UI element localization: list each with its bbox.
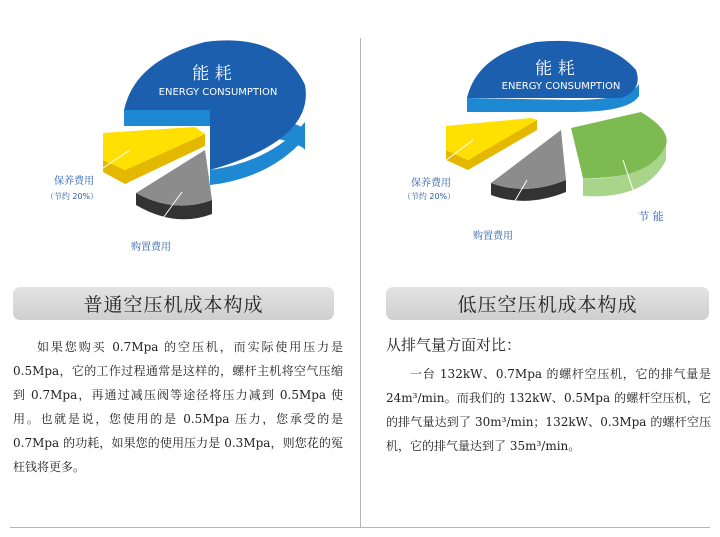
body-paragraph: 如果您购买 0.7Mpa 的空压机，而实际使用压力是0.5Mpa，它的工作过程通常是这样的，螺杆主机将空气压缩到 0.7Mpa，再通过减压阀等途径将压力减到 0.5Mpa 使用。也就是说，您使用的是 0.5Mpa 压力，您承受的是 0.7Mpa 的功耗，如果您的使用压力是 0.3Mpa，则您花的冤枉钱将更多。 — [13, 340, 343, 474]
energy-pie-chart-low-pressure — [361, 0, 720, 280]
subheading: 从排气量方面对比： — [386, 336, 522, 354]
right-panel — [361, 0, 720, 537]
saving-label: 节 能 — [638, 210, 664, 223]
maintenance-note: （节约 20%） — [45, 192, 99, 201]
energy-title-en: ENERGY CONSUMPTION — [501, 81, 621, 92]
banner-title: 普通空压机成本构成 — [13, 287, 334, 320]
maintenance-label: 保养费用 — [54, 176, 94, 187]
body-paragraph: 一台 132kW、0.7Mpa 的螺杆空压机，它的排气量是 24m³/min。而我们的 132kW、0.5Mpa 的螺杆空压机，它的排气量达到了 30m³/min；132kW、0.3Mpa 的螺杆空压机，它的排气量达到了 35m³/min。 — [386, 367, 711, 453]
purchase-label: 购置费用 — [131, 242, 171, 253]
body-text — [386, 362, 711, 458]
body-text — [13, 335, 343, 479]
energy-pie-chart-standard — [0, 0, 360, 280]
energy-title-en: ENERGY CONSUMPTION — [158, 87, 278, 98]
maintenance-note: （节约 20%） — [402, 192, 456, 201]
energy-title-cn: 能 耗 — [192, 64, 232, 84]
bottom-rule — [10, 527, 710, 528]
purchase-label: 购置费用 — [473, 231, 513, 242]
banner-title: 低压空压机成本构成 — [386, 287, 709, 320]
maintenance-label: 保养费用 — [411, 178, 451, 189]
energy-title-cn: 能 耗 — [535, 59, 575, 79]
